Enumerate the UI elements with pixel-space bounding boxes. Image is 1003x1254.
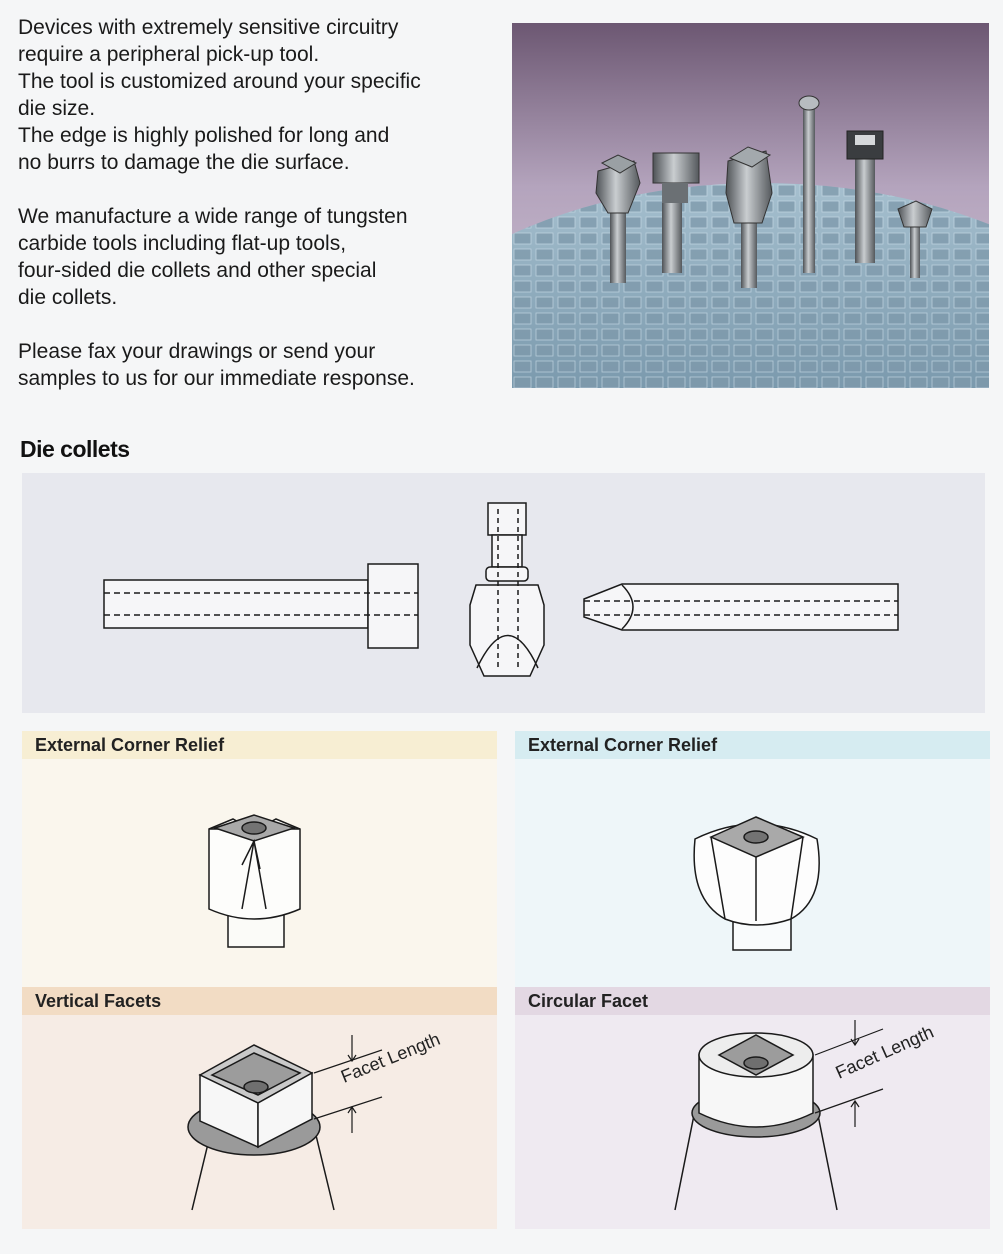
- intro-paragraph-1: [18, 14, 498, 176]
- panel-body: [22, 1015, 497, 1229]
- panel-external-corner-relief-1: [22, 731, 497, 996]
- intro-line: We manufacture a wide range of tungsten: [18, 205, 408, 228]
- panel-body: [22, 759, 497, 996]
- intro-paragraph-2: [18, 203, 498, 311]
- intro-paragraph-3: [18, 338, 498, 392]
- circular-facet-drawing: [515, 1015, 990, 1229]
- panel-title: Vertical Facets: [22, 987, 497, 1015]
- facet-length-label: Facet Length: [832, 1021, 937, 1083]
- panel-title: External Corner Relief: [515, 731, 990, 759]
- panel-title: External Corner Relief: [22, 731, 497, 759]
- product-photo: [512, 23, 989, 388]
- facet-length-label: Facet Length: [338, 1028, 443, 1087]
- panel-body: [515, 1015, 990, 1229]
- intro-line: no burrs to damage the die surface.: [18, 151, 350, 174]
- panel-title: Circular Facet: [515, 987, 990, 1015]
- corner-relief-round-drawing: [515, 759, 990, 996]
- section-title: Die collets: [20, 436, 130, 462]
- vertical-facets-drawing: [22, 1015, 497, 1229]
- intro-line: four-sided die collets and other special: [18, 259, 377, 282]
- collet-front-view: [470, 503, 544, 676]
- intro-line: Please fax your drawings or send your: [18, 340, 376, 363]
- intro-line: carbide tools including flat-up tools,: [18, 232, 347, 255]
- corner-relief-square-drawing: [22, 759, 497, 996]
- collet-side-view-right: [584, 584, 898, 630]
- intro-line: die collets.: [18, 286, 118, 309]
- panel-vertical-facets: [22, 987, 497, 1229]
- intro-text: [18, 14, 498, 419]
- panel-external-corner-relief-2: [515, 731, 990, 996]
- intro-line: samples to us for our immediate response.: [18, 367, 415, 390]
- intro-line: die size.: [18, 97, 96, 120]
- panel-circular-facet: [515, 987, 990, 1229]
- die-collet-drawings: [22, 473, 985, 713]
- collet-side-view-left: [104, 564, 418, 648]
- intro-line: The edge is highly polished for long and: [18, 124, 390, 147]
- intro-line: Devices with extremely sensitive circuitry: [18, 16, 399, 39]
- intro-line: The tool is customized around your specific: [18, 70, 421, 93]
- intro-line: require a peripheral pick-up tool.: [18, 43, 320, 66]
- panel-body: [515, 759, 990, 996]
